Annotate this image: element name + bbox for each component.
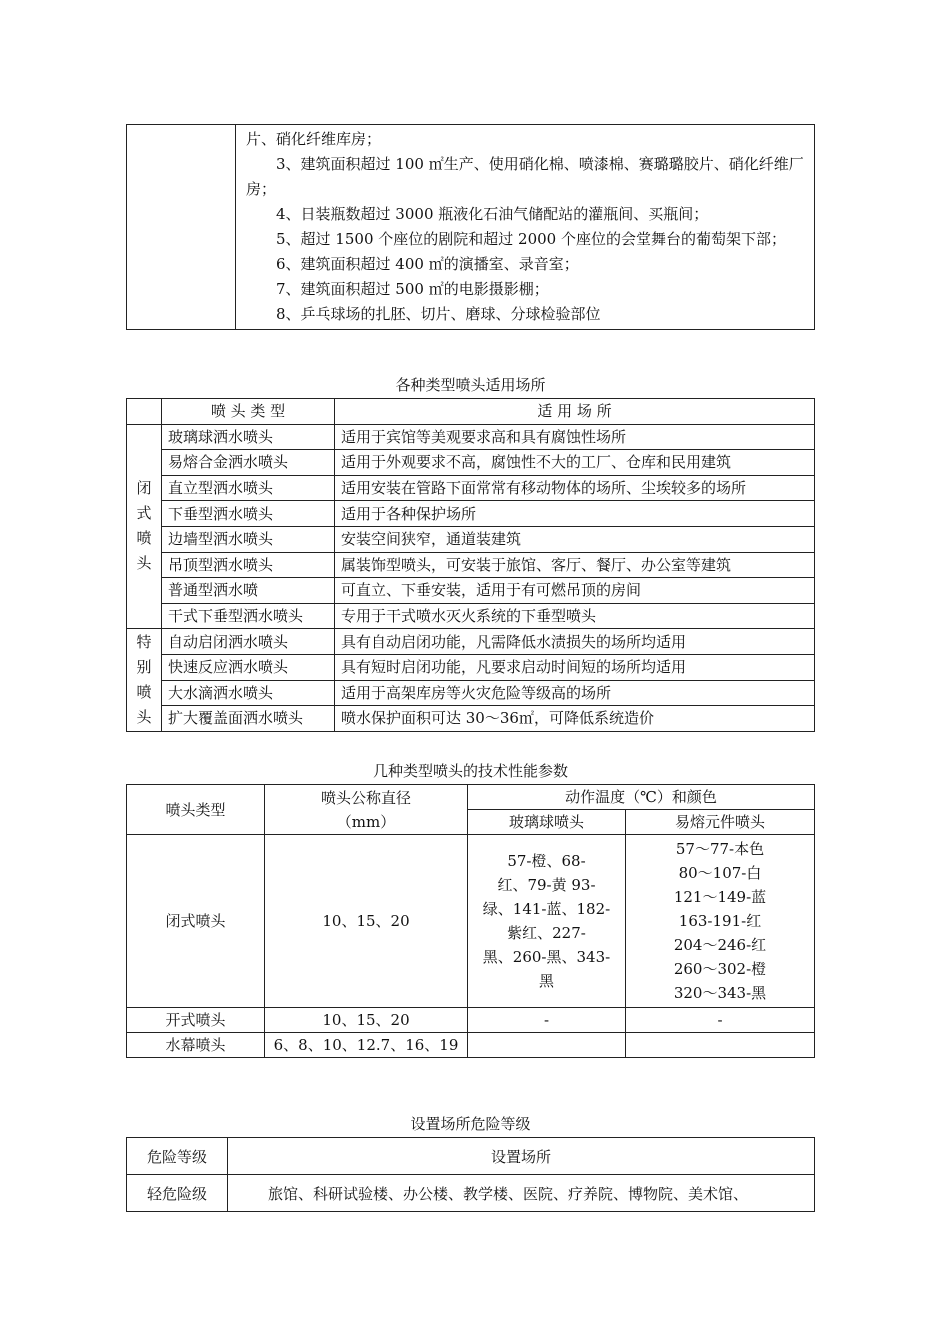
scope-line: 6、建筑面积超过 400 ㎡的演播室、录音室；	[276, 255, 579, 273]
table-row	[127, 680, 815, 706]
header-glass: 玻璃球喷头	[468, 810, 626, 835]
sprinkler-place: 可直立、下垂安装，适用于有可燃吊顶的房间	[335, 578, 815, 604]
spec-glass	[468, 1033, 626, 1058]
header-diameter: 喷头公称直径 （mm）	[265, 785, 468, 835]
table-row	[127, 450, 815, 476]
table3-caption: 几种类型喷头的技术性能参数	[372, 762, 568, 780]
sprinkler-place: 具有自动启闭功能，凡需降低水渍损失的场所均适用	[335, 629, 815, 655]
group-label-special: 特 别 喷 头	[127, 629, 162, 731]
table-row	[127, 552, 815, 578]
sprinkler-type: 自动启闭洒水喷头	[162, 629, 335, 655]
spec-type: 开式喷头	[127, 1008, 265, 1033]
fire-protection-scope-table	[126, 124, 815, 330]
sprinkler-place: 喷水保护面积可达 30～36㎡，可降低系统造价	[335, 706, 815, 732]
group-label-closed: 闭 式 喷 头	[127, 424, 162, 629]
sprinkler-type: 易熔合金洒水喷头	[162, 450, 335, 476]
scope-line: 4、日装瓶数超过 3000 瓶液化石油气储配站的灌瓶间、买瓶间；	[276, 205, 709, 223]
scope-line: 3、建筑面积超过 100 ㎡生产、使用硝化棉、喷漆棉、赛璐璐胶片、硝化纤维厂房；	[246, 155, 804, 198]
empty-label-cell	[127, 125, 236, 330]
sprinkler-place: 适用于外观要求不高，腐蚀性不大的工厂、仓库和民用建筑	[335, 450, 815, 476]
spec-diameter: 10、15、20	[265, 1008, 468, 1033]
hazard-place: 旅馆、科研试验楼、办公楼、教学楼、医院、疗养院、博物院、美术馆、	[228, 1175, 815, 1212]
sprinkler-type: 玻璃球洒水喷头	[162, 424, 335, 450]
header-temp: 动作温度（℃）和颜色	[468, 785, 815, 810]
sprinkler-place: 安装空间狭窄，通道装建筑	[335, 526, 815, 552]
sprinkler-type: 快速反应洒水喷头	[162, 654, 335, 680]
table-row	[127, 501, 815, 527]
table-row	[127, 629, 815, 655]
table-row	[127, 706, 815, 732]
spec-fusible: -	[626, 1008, 815, 1033]
sprinkler-type: 普通型洒水喷	[162, 578, 335, 604]
spec-glass: -	[468, 1008, 626, 1033]
scope-line: 片、硝化纤维库房；	[246, 130, 382, 148]
table-row	[127, 835, 815, 1008]
scope-line: 7、建筑面积超过 500 ㎡的电影摄影棚；	[276, 280, 549, 298]
spec-fusible: 57～77-本色 80～107-白 121～149-蓝 163-191-红 204～246-红 260～302-橙 320～343-黑	[626, 835, 815, 1008]
table4-caption: 设置场所危险等级	[410, 1115, 531, 1133]
header-type: 喷 头 类 型	[162, 399, 335, 425]
header-place: 适 用 场 所	[335, 399, 815, 425]
spec-fusible	[626, 1033, 815, 1058]
hazard-level-table	[126, 1137, 815, 1212]
sprinkler-place: 适用于宾馆等美观要求高和具有腐蚀性场所	[335, 424, 815, 450]
header-fusible: 易熔元件喷头	[626, 810, 815, 835]
spec-type: 闭式喷头	[127, 835, 265, 1008]
table-row	[127, 578, 815, 604]
table-row	[127, 424, 815, 450]
sprinkler-application-table	[126, 398, 815, 732]
table-row	[127, 1033, 815, 1058]
table-row	[127, 603, 815, 629]
header-place: 设置场所	[228, 1138, 815, 1175]
sprinkler-place: 具有短时启闭功能，凡要求启动时间短的场所均适用	[335, 654, 815, 680]
sprinkler-type: 直立型洒水喷头	[162, 475, 335, 501]
header-type: 喷头类型	[127, 785, 265, 835]
sprinkler-specs-table	[126, 784, 815, 1058]
sprinkler-place: 适用于高架库房等火灾危险等级高的场所	[335, 680, 815, 706]
spec-type: 水幕喷头	[127, 1033, 265, 1058]
sprinkler-type: 扩大覆盖面洒水喷头	[162, 706, 335, 732]
table-row	[127, 526, 815, 552]
spec-diameter: 10、15、20	[265, 835, 468, 1008]
sprinkler-place: 专用于干式喷水灭火系统的下垂型喷头	[335, 603, 815, 629]
sprinkler-type: 下垂型洒水喷头	[162, 501, 335, 527]
sprinkler-type: 干式下垂型洒水喷头	[162, 603, 335, 629]
table2-caption: 各种类型喷头适用场所	[395, 376, 546, 394]
scope-line: 8、乒乓球场的扎胚、切片、磨球、分球检验部位	[276, 305, 601, 323]
hazard-level: 轻危险级	[127, 1175, 228, 1212]
spec-diameter: 6、8、10、12.7、16、19	[265, 1033, 468, 1058]
sprinkler-type: 大水滴洒水喷头	[162, 680, 335, 706]
header-level: 危险等级	[127, 1138, 228, 1175]
scope-text-cell	[236, 125, 815, 330]
sprinkler-place: 属装饰型喷头，可安装于旅馆、客厅、餐厅、办公室等建筑	[335, 552, 815, 578]
sprinkler-place: 适用安装在管路下面常常有移动物体的场所、尘埃较多的场所	[335, 475, 815, 501]
header-empty-cell	[127, 399, 162, 425]
spec-glass: 57-橙、68- 红、79-黄 93- 绿、141-蓝、182- 紫红、227- 黑、260-黑、343- 黑	[468, 835, 626, 1008]
table-row	[127, 1175, 815, 1212]
table-row	[127, 475, 815, 501]
table-row	[127, 654, 815, 680]
sprinkler-place: 适用于各种保护场所	[335, 501, 815, 527]
sprinkler-type: 吊顶型洒水喷头	[162, 552, 335, 578]
scope-line: 5、超过 1500 个座位的剧院和超过 2000 个座位的会堂舞台的葡萄架下部；	[276, 230, 786, 248]
table-row	[127, 1008, 815, 1033]
sprinkler-type: 边墙型洒水喷头	[162, 526, 335, 552]
